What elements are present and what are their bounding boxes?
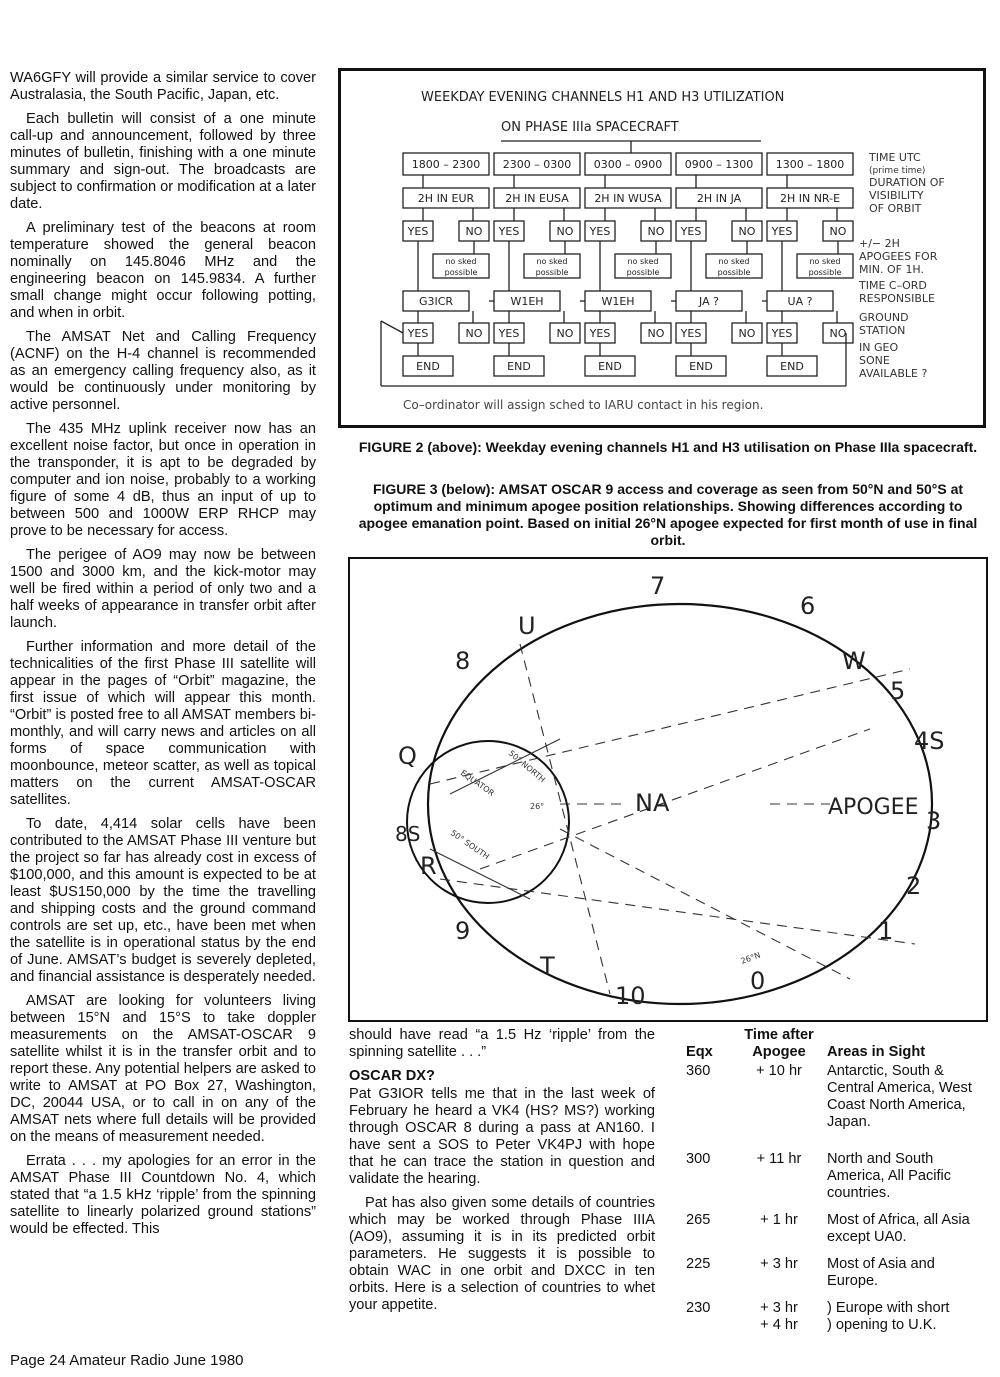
cell-time: + 3 hr	[760, 1256, 798, 1272]
fig3-label-1: 1	[878, 917, 894, 945]
countries-table	[668, 1027, 993, 1340]
fig2-nosked-label-1: no sked	[445, 257, 477, 266]
fig3-label-4: 4S	[914, 727, 945, 755]
fig3-label-Q: Q	[398, 742, 417, 770]
cell-areas: ) Europe with short	[827, 1300, 950, 1316]
fig3-label-0: 0	[750, 967, 766, 995]
fig2-nosked-label-2: possible	[535, 268, 569, 277]
paragraph: The AMSAT Net and Calling Frequency (ACNF) on the H-4 channel is recommended as an emergency calling frequency also, as it would be continuously under monitoring by active personnel.	[10, 329, 316, 413]
fig2-time-label: 0300 – 0900	[593, 158, 663, 171]
fig2-nosked-label-2: possible	[626, 268, 660, 277]
fig2-yes2-label: YES	[589, 327, 611, 340]
fig3-circle-label-2: EQUATOR	[458, 768, 496, 798]
table-header	[668, 1027, 993, 1063]
paragraph: Pat G3IOR tells me that in the last week of February he heard a VK4 (HS? MS?) working through OSCAR 8 during a pass at AN160. I have sent a SOS to Peter VK4PJ with hope that he can trace the station in question and validate the hearing.	[349, 1086, 655, 1187]
paragraph: A preliminary test of the beacons at room temperature showed the general beacon nominally on 145.8046 MHz and the engineering beacon on 145.9834. A further small change might occur following potting, and when in orbit.	[10, 220, 316, 321]
fig2-nosked-label-2: possible	[808, 268, 842, 277]
paragraph: Further information and more detail of the technicalities of the first Phase III satellite will appear in the pages of “Orbit” magazine, the first issue of which will appear this month. “Orbit” is posted free to all AMSAT members bi-monthly, and will carry news and articles on all forms of space communication with moonbounce, meteor scatter, as well as topical matters on the current AMSAT-OSCAR satellites.	[10, 639, 316, 808]
fig2-right-apogee-2: MIN. OF 1H.	[859, 263, 925, 276]
cell-areas: Antarctic, South & Central America, West Coast North America, Japan.	[827, 1063, 972, 1130]
fig2-title-1: WEEKDAY EVENING CHANNELS H1 AND H3 UTILIZATION	[421, 90, 785, 105]
fig2-no-label: NO	[647, 225, 665, 238]
paragraph: WA6GFY will provide a similar service to cover Australasia, the South Pacific, Japan, etc.	[10, 70, 316, 103]
fig2-yes2-label: YES	[498, 327, 520, 340]
fig2-right-apogee-1: APOGEES FOR	[859, 250, 938, 263]
figure-2-svg	[341, 71, 983, 425]
fig2-no-label: NO	[829, 225, 847, 238]
cell-eqx: 360	[686, 1063, 711, 1079]
middle-column	[349, 1027, 655, 1321]
fig2-right-coord-6: AVAILABLE ?	[859, 367, 928, 380]
fig3-label-2: 2	[906, 872, 922, 900]
fig2-yes2-label: YES	[771, 327, 793, 340]
fig2-right-coord-3: STATION	[859, 324, 906, 337]
paragraph: Pat has also given some details of countries which may be worked through Phase IIIA (AO9), assuming it is in its predicted orbit parameters. He suggests it is possible to obtain WAC in one orbit and DXCC in ten orbits. Here is a selection of countries to whet your appetite.	[349, 1195, 655, 1313]
fig2-region-label: 2H IN EUR	[417, 192, 475, 205]
fig2-title-2: ON PHASE IIIa SPACECRAFT	[501, 120, 679, 135]
paragraph: The 435 MHz uplink receiver now has an excellent noise factor, but once in operation in the transponder, it is apt to be degraded by computer and ion noise, probably to a working figure of some 4 dB, thus an input of up to between 500 and 1000W ERP RHCP may prove to be necessary for access.	[10, 421, 316, 539]
paragraph: Each bulletin will consist of a one minute call-up and announcement, followed by three minutes of bulletin, finishing with a one minute summary and sign-out. The broadcasts are subject to confirmation or modification at a later date.	[10, 111, 316, 212]
figure-3-caption: FIGURE 3 (below): AMSAT OSCAR 9 access and coverage as seen from 50°N and 50°S at optimum and minimum apogee position relationships. Showing differences according to apogee emanation point. Based on initial 26°N apogee expected for first month of use in final orbit.	[358, 481, 978, 548]
fig3-label-8S: 8S	[395, 822, 421, 846]
paragraph: should have read “a 1.5 Hz ‘ripple’ from the spinning satellite . . .”	[349, 1027, 655, 1060]
fig2-time-label: 1800 – 2300	[411, 158, 481, 171]
fig2-responsible-label: G3ICR	[418, 295, 454, 308]
figure-2-flowchart	[338, 68, 986, 428]
header-time-1: Time after	[744, 1027, 814, 1043]
fig3-label-9: 9	[455, 917, 471, 945]
fig2-right-time-3: VISIBILITY	[869, 189, 924, 202]
fig2-right-coord-1: RESPONSIBLE	[859, 292, 935, 305]
fig2-responsible-label: UA ?	[787, 295, 813, 308]
fig3-circle-label-1: 50° NORTH	[506, 748, 547, 785]
header-eqx: Eqx	[686, 1044, 713, 1060]
fig3-label-W: W	[842, 647, 866, 675]
figure-2-caption: FIGURE 2 (above): Weekday evening channels H1 and H3 utilisation on Phase IIIa spacecraft.	[358, 439, 978, 455]
cell-areas: Most of Africa, all Asia except UA0.	[827, 1212, 970, 1245]
fig3-small-label-1: 26°	[530, 802, 545, 811]
left-column	[10, 70, 316, 1245]
cell-time: + 1 hr	[760, 1212, 798, 1228]
fig2-right-coord-5: SONE	[859, 354, 890, 367]
fig2-responsible-label: JA ?	[699, 295, 719, 308]
fig2-yes-label: YES	[407, 225, 429, 238]
fig3-label-10: 10	[615, 982, 646, 1010]
header-time-2: Apogee	[752, 1044, 806, 1060]
fig2-nosked-label-2: possible	[717, 268, 751, 277]
cell-areas: North and South America, All Pacific countries.	[827, 1151, 952, 1201]
fig2-right-coord-2: GROUND	[859, 311, 909, 324]
fig2-right-time-0: TIME UTC	[869, 151, 921, 164]
fig2-right-coord-0: TIME C–ORD	[859, 279, 927, 292]
paragraph: AMSAT are looking for volunteers living between 15°N and 15°S to take doppler measurements on the AMSAT-OSCAR 9 satellite whilst it is in the transfer orbit and to report these. Any potential helpers are asked to write to AMSAT at PO Box 27, Washington, DC, 20044 USA, or to call in on any of the AMSAT nets where full details will be provided on the means of measurement needed.	[10, 993, 316, 1145]
fig2-region-label: 2H IN EUSA	[505, 192, 569, 205]
fig2-no2-label: NO	[465, 327, 483, 340]
header-areas: Areas in Sight	[827, 1044, 926, 1060]
table-row	[668, 1063, 993, 1151]
fig2-no-label: NO	[465, 225, 483, 238]
table-row	[668, 1212, 993, 1256]
fig2-footer: Co–ordinator will assign sched to IARU contact in his region.	[403, 398, 764, 412]
cell-time: + 10 hr	[756, 1063, 802, 1079]
fig3-label-6: 6	[800, 592, 816, 620]
fig2-responsible-label: W1EH	[601, 295, 635, 308]
fig2-region-label: 2H IN NR-E	[779, 192, 841, 205]
cell-time-2: + 4 hr	[760, 1317, 798, 1333]
fig2-nosked-label-1: no sked	[536, 257, 568, 266]
fig2-right-time-1: (prime time)	[869, 166, 926, 176]
fig2-yes-label: YES	[771, 225, 793, 238]
fig2-end-label: END	[689, 360, 713, 373]
fig2-yes-label: YES	[498, 225, 520, 238]
page-footer: Page 24 Amateur Radio June 1980	[10, 1352, 244, 1369]
figure-3-coverage-diagram	[348, 557, 988, 1022]
fig2-end-label: END	[416, 360, 440, 373]
cell-areas: Most of Asia and Europe.	[827, 1256, 935, 1289]
fig2-yes2-label: YES	[407, 327, 429, 340]
fig2-no2-label: NO	[647, 327, 665, 340]
fig3-label-apogee: APOGEE	[828, 795, 919, 820]
fig3-circle-label-3: 50° SOUTH	[448, 828, 491, 862]
fig3-label-3: 3	[926, 807, 942, 835]
fig3-label-8: 8	[455, 647, 471, 675]
fig2-no2-label: NO	[829, 327, 847, 340]
fig2-nosked-label-1: no sked	[809, 257, 841, 266]
fig3-label-U: U	[518, 612, 536, 640]
fig2-nosked-label-2: possible	[444, 268, 478, 277]
fig2-region-label: 2H IN JA	[696, 192, 742, 205]
fig3-label-T: T	[540, 952, 555, 980]
fig2-nosked-label-1: no sked	[627, 257, 659, 266]
fig2-yes2-label: YES	[680, 327, 702, 340]
fig3-label-NA: NA	[635, 789, 670, 817]
fig2-no-label: NO	[738, 225, 756, 238]
fig2-no-label: NO	[556, 225, 574, 238]
fig2-end-label: END	[780, 360, 804, 373]
fig2-no2-label: NO	[556, 327, 574, 340]
cell-eqx: 230	[686, 1300, 711, 1316]
section-heading: OSCAR DX?	[349, 1068, 435, 1084]
paragraph: The perigee of AO9 may now be between 1500 and 3000 km, and the kick-motor may well be fired within a period of only two and a half weeks of appearance in transfer orbit after launch.	[10, 547, 316, 631]
figure-3-svg	[350, 559, 986, 1020]
fig2-right-apogee-0: +/− 2H	[859, 237, 900, 250]
fig2-end-label: END	[507, 360, 531, 373]
fig3-label-7: 7	[650, 572, 666, 600]
table-row	[668, 1256, 993, 1300]
fig2-responsible-label: W1EH	[510, 295, 544, 308]
cell-time: + 3 hr	[760, 1300, 798, 1316]
fig2-right-time-2: DURATION OF	[869, 176, 945, 189]
fig3-small-label-2: 26°N	[739, 950, 762, 966]
fig2-region-label: 2H IN WUSA	[594, 192, 662, 205]
table-row	[668, 1300, 993, 1340]
paragraph: Errata . . . my apologies for an error in the AMSAT Phase III Countdown No. 4, which stated that “a 1.5 kHz ‘ripple’ from the spinning satellite to linearly polarized ground stations” would be effected. This	[10, 1153, 316, 1237]
cell-eqx: 225	[686, 1256, 711, 1272]
fig2-end-label: END	[598, 360, 622, 373]
cell-eqx: 265	[686, 1212, 711, 1228]
fig3-label-5: 5	[890, 677, 906, 705]
cell-time: + 11 hr	[756, 1151, 802, 1167]
fig2-time-label: 1300 – 1800	[775, 158, 845, 171]
fig2-nosked-label-1: no sked	[718, 257, 750, 266]
fig2-yes-label: YES	[589, 225, 611, 238]
fig2-right-coord-4: IN GEO	[859, 341, 899, 354]
fig2-time-label: 0900 – 1300	[684, 158, 754, 171]
fig2-yes-label: YES	[680, 225, 702, 238]
table-row	[668, 1151, 993, 1212]
cell-areas-2: ) opening to U.K.	[827, 1317, 937, 1333]
fig2-right-time-4: OF ORBIT	[869, 202, 922, 215]
fig2-time-label: 2300 – 0300	[502, 158, 572, 171]
fig3-label-R: R	[420, 852, 437, 880]
paragraph: To date, 4,414 solar cells have been contributed to the AMSAT Phase III venture but the project so far has already cost in excess of $100,000, and this amount is expected to be at least $US150,000 by the time the travelling and shipping costs and the ground command controls are set up, etc., have been met when the satellite is in operational status by the end of June. AMSAT’s budget is severely depleted, and financial assistance is desperately needed.	[10, 816, 316, 985]
fig2-no2-label: NO	[738, 327, 756, 340]
cell-eqx: 300	[686, 1151, 711, 1167]
